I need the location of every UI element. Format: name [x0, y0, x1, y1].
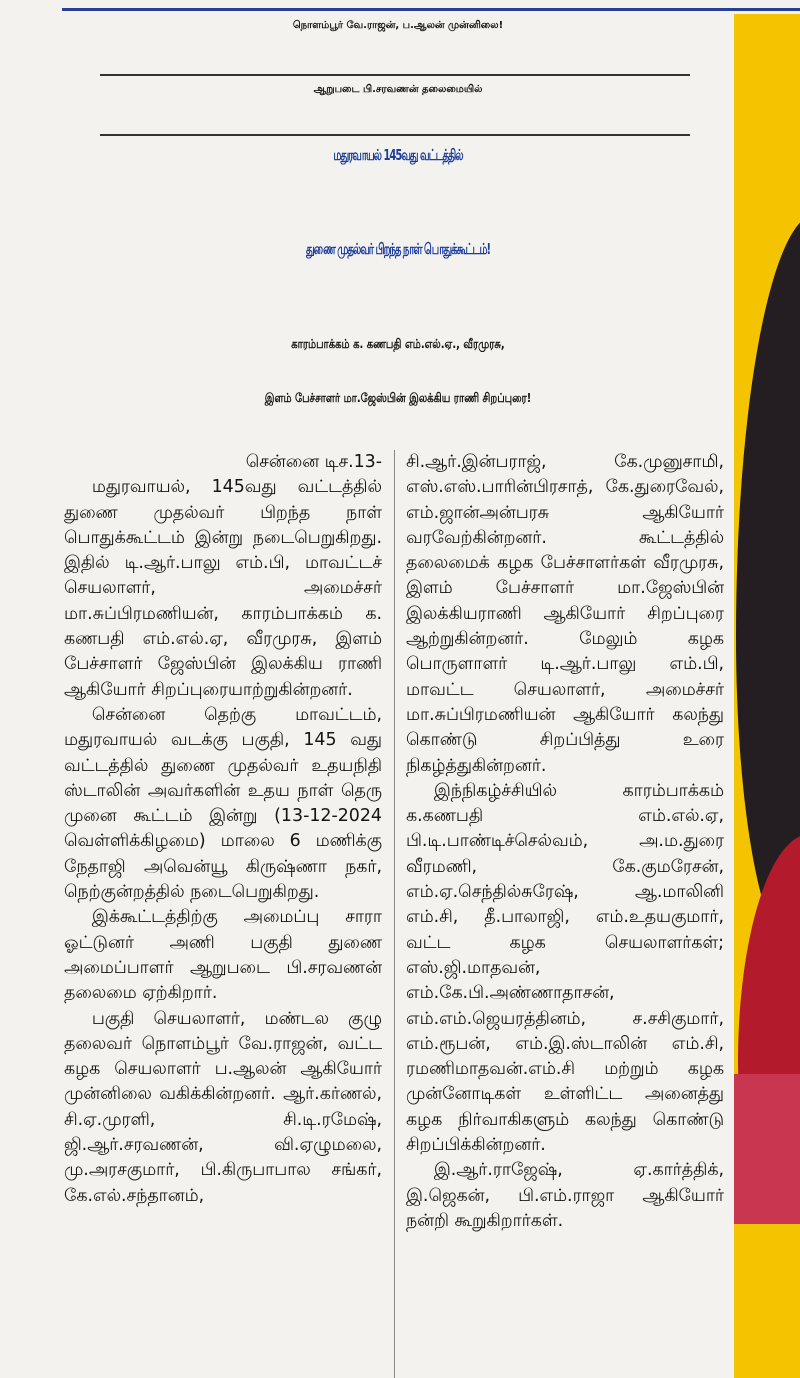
adjacent-advertisement-edge	[734, 14, 800, 1378]
body-paragraph: சி.ஆர்.இன்பராஜ், கே.முனுசாமி, எஸ்.எஸ்.பாரின்பிரசாத், கே.துரைவேல், எம்.ஜான்அன்பரசு ஆகியோர் வரவேற்கின்றனர். கூட்டத்தில் தலைமைக் கழக பேச்சாளர்கள் வீரமுரசு, இளம் பேச்சாளர் மா.ஜேஸ்பின் இலக்கியராணி ஆகியோர் சிறப்புரை ஆற்றுகின்றனர். மேலும் கழக பொருளாளர் டி.ஆர்.பாலு எம்.பி, மாவட்ட செயலாளர், அமைச்சர் மா.சுப்பிரமணியன் ஆகியோர் கலந்து கொண்டு சிறப்பித்து உரை நிகழ்த்துகின்றனர்.	[406, 452, 724, 776]
body-paragraph: மதுரவாயல், 145வது வட்டத்தில் துணை முதல்வர் பிறந்த நாள் பொதுக்கூட்டம் இன்று நடைபெறுகிறது. இதில் டி.ஆர்.பாலு எம்.பி, மாவட்டச் செயலாளர், அமைச்சர் மா.சுப்பிரமணியன், காரம்பாக்கம் க. கணபதி எம்.எல்.ஏ, வீரமுரசு, இளம் பேச்சாளர் ஜேஸ்பின் இலக்கிய ராணி ஆகியோர் சிறப்புரையாற்றுகின்றனர்.	[64, 477, 382, 700]
headline-line-2: துணை முதல்வர் பிறந்த நாள் பொதுக்கூட்டம்!	[305, 242, 491, 259]
body-paragraph: இ.ஆர்.ராஜேஷ், ஏ.கார்த்திக், இ.ஜெகன், பி.எம்.ராஜா ஆகியோர் நன்றி கூறுகிறார்கள்.	[406, 1160, 724, 1231]
subhead-line-2: இளம் பேச்சாளர் மா.ஜேஸ்பின் இலக்கிய ராணி சிறப்புரை!	[264, 392, 532, 406]
column-separator	[394, 450, 395, 1378]
headline-line-1: மதுரவாயல் 145வது வட்டத்தில்	[333, 148, 463, 165]
body-paragraph: இந்நிகழ்ச்சியில் காரம்பாக்கம் க.கணபதி எம்.எல்.ஏ, பி.டி.பாண்டிச்செல்வம், அ.ம.துரை வீரமணி, கே.குமரேசன், எம்.ஏ.செந்தில்சுரேஷ், ஆ.மாலினி எம்.சி, தீ.பாலாஜி, எம்.உதயகுமார், வட்ட கழக செயலாளர்கள்; எஸ்.ஜி.மாதவன், எம்.கே.பி.அண்ணாதாசன், எம்.எம்.ஜெயரத்தினம், ச.சசிகுமார், எம்.ரூபன், எம்.இ.ஸ்டாலின் எம்.சி, ரமணிமாதவன்.எம்.சி மற்றும் கழக முன்னோடிகள் உள்ளிட்ட அனைத்து கழக நிர்வாகிகளும் கலந்து கொண்டு சிறப்பிக்கின்றனர்.	[406, 780, 724, 1156]
ad-pink-shape	[734, 1074, 800, 1224]
divider-rule	[100, 134, 690, 136]
subhead-line-1: காரம்பாக்கம் க. கணபதி எம்.எல்.ஏ., வீரமுரசு,	[291, 338, 505, 352]
news-article	[62, 16, 734, 1378]
body-column-right	[406, 450, 724, 1234]
kicker-top: நொளம்பூர் வே.ராஜன், ப.ஆலன் முன்னிலை!	[292, 20, 504, 31]
dateline: சென்னை டிச.13-	[245, 452, 382, 472]
body-column-left	[64, 450, 382, 1209]
top-frame-border	[62, 0, 800, 11]
body-paragraph: சென்னை தெற்கு மாவட்டம், மதுரவாயல் வடக்கு பகுதி, 145 வது வட்டத்தில் துணை முதல்வர் உதயநிதி ஸ்டாலின் அவர்களின் உதய நாள் தெரு முனை கூட்டம் இன்று (13-12-2024 வெள்ளிக்கிழமை) மாலை 6 மணிக்கு நேதாஜி அவென்யூ கிருஷ்ணா நகர், நெற்குன்றத்தில் நடைபெறுகிறது.	[64, 704, 382, 903]
body-paragraph: பகுதி செயலாளர், மண்டல குழு தலைவர் நொளம்பூர் வே.ராஜன், வட்ட கழக செயலாளர் ப.ஆலன் ஆகியோர் முன்னிலை வகிக்கின்றனர். ஆர்.கர்ணல், சி.ஏ.முரளி, சி.டி.ரமேஷ், ஜி.ஆர்.சரவணன், வி.ஏழுமலை, மு.அரசகுமார், பி.கிருபாபால சங்கர், கே.எல்.சந்தானம்,	[64, 1008, 382, 1206]
kicker-second: ஆறுபடை பி.சரவணன் தலைமையில்	[313, 84, 483, 95]
divider-rule	[100, 74, 690, 76]
body-paragraph: இக்கூட்டத்திற்கு அமைப்பு சாரா ஓட்டுனர் அணி பகுதி துணை அமைப்பாளர் ஆறுபடை பி.சரவணன் தலைமை ஏற்கிறார்.	[64, 907, 382, 1004]
